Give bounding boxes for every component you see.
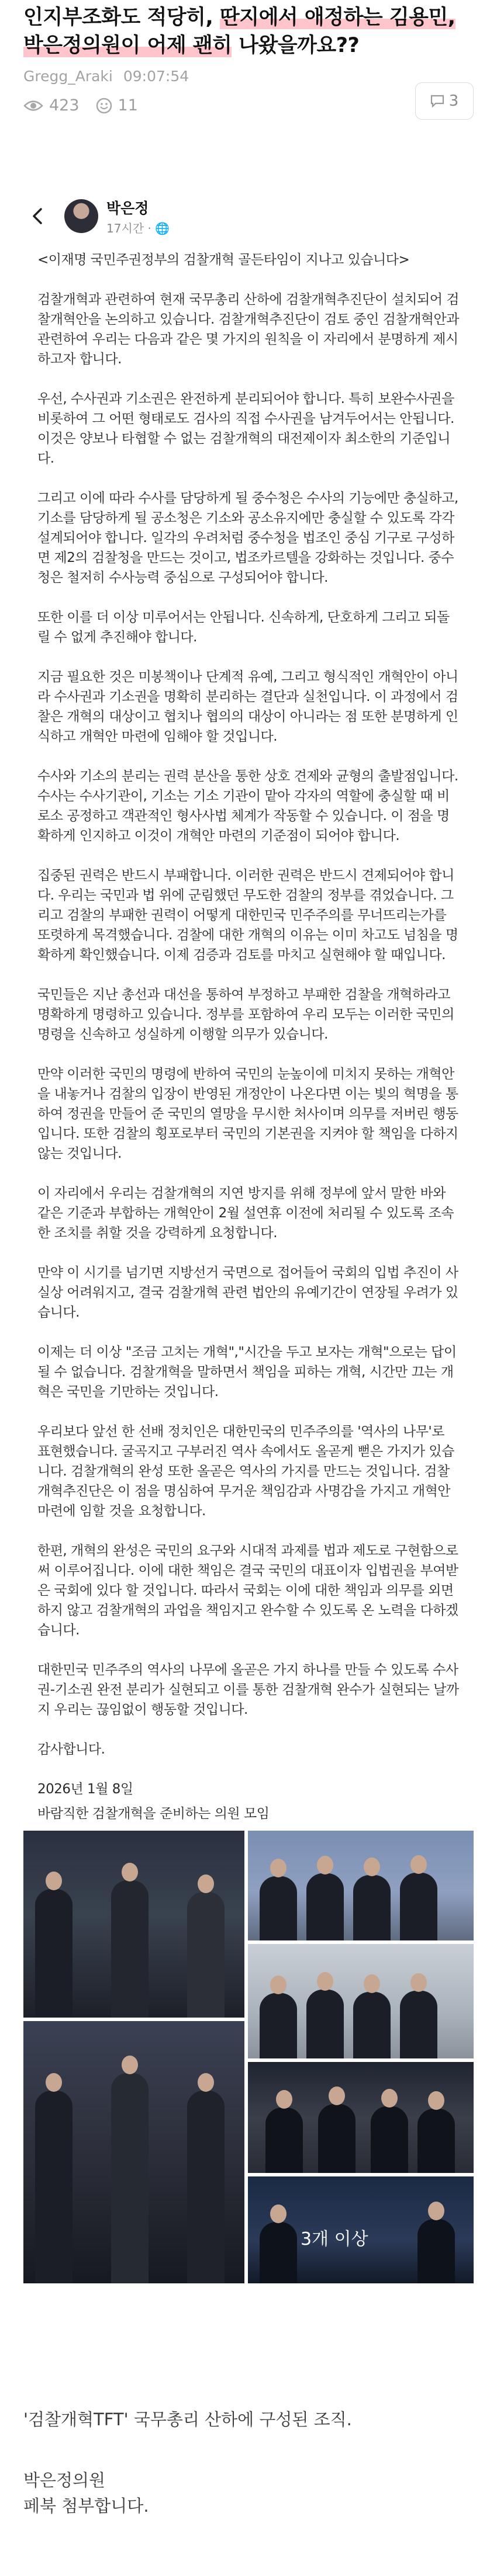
paragraph: 지금 필요한 것은 미봉책이나 단계적 유예, 그리고 형식적인 개혁안이 아니라 수사권과 기소권을 명확히 분리하는 결단과 실천입니다. 이 과정에서 검찰은 개혁의 대상이고 협치나 협의의 대상이 아니라는 점 또한 분명하게 인식하고 개혁안 마련에 임해야 할 것입니다. [37,669,458,744]
comment-icon [430,95,444,107]
photo-more-overlay[interactable] [248,2176,474,2283]
paragraph: 한편, 개혁의 완성은 국민의 요구와 시대적 과제를 법과 제도로 구현함으로써 이루어집니다. 이에 대한 책임은 결국 국민의 대표이자 입법권을 부여받은 국회에 있다 할 것입니다. 따라서 국회는 이에 대한 책임과 의무를 외면하지 않고 검찰개혁의 과업을 책임지고 완수할 수 있도록 온 노력을 다하겠습니다. [37,1543,458,1638]
post-title: 인지부조화도 적당히, 딴지에서 애정하는 김용민, 박은정의원이 어제 괜히 나왔을까요?? [23,6,455,57]
photo[interactable] [23,2021,244,2283]
paragraph: 우리보다 앞선 한 선배 정치인은 대한민국의 민주주의를 '역사의 나무'로 표현했습니다. 굴곡지고 구부러진 역사 속에서도 올곧게 뻗은 가지가 있습니다. 검찰개혁의 완성 또한 올곧은 역사의 가지를 만드는 것입니다. 검찰개혁추진단은 이 점을 명심하여 무거운 책임감과 사명감을 가지고 개혁안 마련에 임할 것을 요청합니다. [37,1424,454,1519]
fb-post-header [23,193,474,239]
post-caption [0,2407,497,2542]
facebook-screenshot [23,193,474,2387]
paragraph: 또한 이를 더 이상 미루어서는 안됩니다. 신속하게, 단호하게 그리고 되돌릴 수 없게 추진해야 합니다. [37,610,450,645]
like-count[interactable]: 11 [96,96,138,114]
avatar[interactable] [64,199,98,233]
paragraph: <이재명 국민주권정부의 검찰개혁 골든타임이 지나고 있습니다> [37,252,410,268]
photo[interactable] [248,1944,474,2058]
group-name: 바람직한 검찰개혁을 준비하는 의원 모임 [37,1806,270,1821]
post-meta [23,68,474,85]
paragraph: 이제는 더 이상 "조금 고치는 개혁","시간을 두고 보자는 개혁"으로는 답이 될 수 없습니다. 검찰개혁을 말하면서 책임을 피하는 개혁, 시간만 끄는 개혁은 국민을 기만하는 것입니다. [37,1345,457,1400]
paragraph: 수사와 기소의 분리는 권력 분산을 통한 상호 견제와 균형의 출발점입니다. 수사는 수사기관이, 기소는 기소 기관이 맡아 각자의 역할에 충실할 때 비로소 공정하고 객관적인 형사사법 체계가 작동할 수 있습니다. 이 점을 명확하게 인지하고 이것이 개혁안 마련의 기준점이 되어야 합니다. [37,769,458,843]
caption-line: 페북 첨부합니다. [23,2496,149,2516]
eye-icon [23,99,43,112]
view-count: 423 [23,96,80,114]
fb-post-time: 17시간 · 🌐 [106,221,170,235]
reply-button[interactable]: 3 [415,82,474,120]
fb-author-name[interactable]: 박은정 [106,199,149,217]
more-photos-label: 3개 이상 [301,2229,368,2249]
paragraph: 검찰개혁과 관련하여 현재 국무총리 산하에 검찰개혁추진단이 설치되어 검찰개혁안을 논의하고 있습니다. 검찰개혁추진단이 검토 중인 검찰개혁안과 관련하여 우리는 다음과 같은 몇 가지의 원칙을 이 자리에서 분명하게 제시하고자 합니다. [37,292,459,367]
post-header [0,0,497,114]
post-date: 2026년 1월 8일 [37,1782,133,1797]
caption-line: 박은정의원 [23,2470,106,2490]
post-stats [23,92,474,114]
paragraph: 만약 이러한 국민의 명령에 반하여 국민의 눈높이에 미치지 못하는 개혁안을 내놓거나 검찰의 입장이 반영된 개정안이 나온다면 이는 빛의 혁명을 통하여 정권을 만들어 준 국민의 열망을 무시한 처사이며 의무를 저버린 행동입니다. 또한 검찰의 횡포로부터 국민의 기본권을 지켜야 할 책임을 다하지 않는 것입니다. [37,1067,458,1161]
paragraph: 대한민국 민주주의 역사의 나무에 올곧은 가지 하나를 만들 수 있도록 수사권-기소권 완전 분리가 실현되고 이를 통한 검찰개혁 완수가 실현되는 날까지 우리는 끊임없이 행동할 것입니다. [37,1662,459,1717]
paragraph: 만약 이 시기를 넘기면 지방선거 국면으로 접어들어 국회의 입법 추진이 사실상 어려워지고, 결국 검찰개혁 관련 법안의 유예기간이 연장될 우려가 있습니다. [37,1265,458,1320]
back-arrow-icon[interactable] [28,206,49,227]
author-name[interactable]: Gregg_Araki [23,68,113,85]
post-time: 09:07:54 [123,68,189,85]
paragraph: 이 자리에서 우리는 검찰개혁의 지연 방지를 위해 정부에 앞서 말한 바와 같은 기준과 부합하는 개혁안이 2월 설연휴 이전에 처리될 수 있도록 조속한 조치를 취할 것을 강력하게 요청합니다. [37,1186,454,1241]
fb-post-body [23,250,474,1824]
smile-icon [96,98,112,114]
photo[interactable] [248,2062,474,2173]
paragraph: 국민들은 지난 총선과 대선을 통하여 부정하고 부패한 검찰을 개혁하라고 명확하게 명령하고 있습니다. 정부를 포함하여 우리 모두는 이러한 국민의 명령을 신속하고 성실하게 이행할 의무가 있습니다. [37,987,454,1042]
title-highlight: 딴지에서 애정하는 김용민, 박은정의원이 어제 괜히 [23,6,455,57]
caption-line: '검찰개혁TFT' 국무총리 산하에 구성된 조직. [23,2410,352,2429]
paragraph: 우선, 수사권과 기소권은 완전하게 분리되어야 합니다. 특히 보완수사권을 비롯하여 그 어떤 형태로도 검사의 직접 수사권을 남겨두어서는 안됩니다. 이것은 양보나 타협할 수 없는 검찰개혁의 대전제이자 최소한의 기준입니다. [37,391,454,466]
paragraph: 집중된 권력은 반드시 부패합니다. 이러한 권력은 반드시 견제되어야 합니다. 우리는 국민과 법 위에 군림했던 무도한 검찰의 정부를 겪었습니다. 그리고 검찰의 부패한 권력이 어떻게 대한민국 민주주의를 무너뜨리는가를 또렷하게 목격했습니다. 검찰에 대한 개혁의 이유는 이미 차고도 넘침을 명확하게 확인했습니다. 이제 검증과 검토를 마치고 실현해야 할 때입니다. [37,868,458,963]
paragraph: 감사합니다. [37,1742,105,1757]
photo[interactable] [248,1831,474,1940]
photo[interactable] [23,1831,244,2018]
paragraph: 그리고 이에 따라 수사를 담당하게 될 중수청은 수사의 기능에만 충실하고, 기소를 담당하게 될 공소청은 기소와 공소유지에만 충실할 수 있도록 각각 설계되어야 합니다. 일각의 우려처럼 중수청을 법조인 중심 기구로 구성하면 제2의 검찰청을 만드는 것이고, 법조카르텔을 강화하는 것입니다. 중수청은 철저히 수사능력 중심으로 구성되어야 합니다. [37,491,458,585]
fb-author-block [106,197,170,236]
photo-grid [23,1831,474,2283]
